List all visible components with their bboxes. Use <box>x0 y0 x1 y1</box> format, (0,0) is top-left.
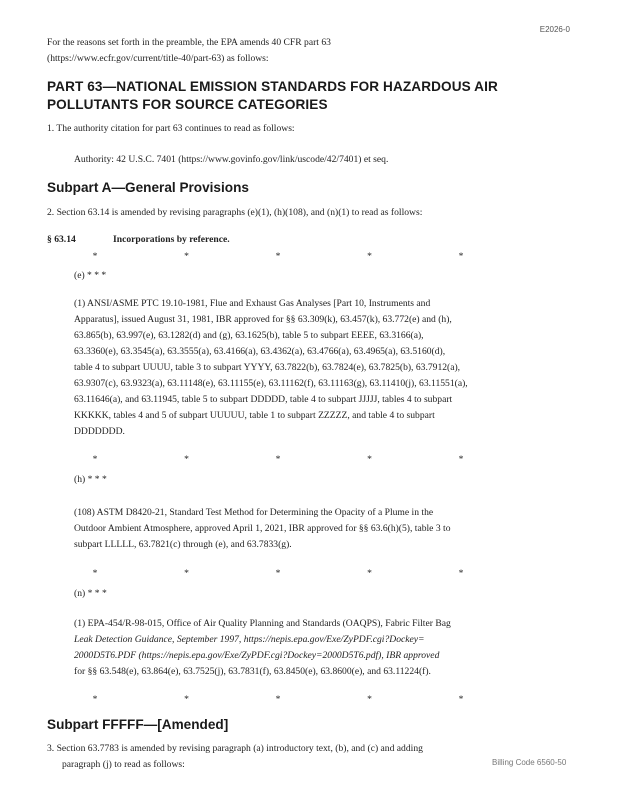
paragraph-e-label: (e) * * * <box>74 270 107 281</box>
star: * <box>92 454 98 465</box>
star: * <box>367 568 372 579</box>
star: * <box>275 568 281 579</box>
paragraph-n-line: 2000D5T6.PDF (https://nepis.epa.gov/Exe/ZyPDF.cgi?Dockey=2000D5T6.pdf), IBR approved <box>74 650 440 661</box>
paragraph-e-line: (1) ANSI/ASME PTC 19.10-1981, Flue and Exhaust Gas Analyses [Part 10, Instruments and <box>74 298 431 309</box>
section-number: § 63.14 <box>47 234 76 245</box>
amendment-3-line-2: paragraph (j) to read as follows: <box>62 759 185 770</box>
paragraph-n-line: Leak Detection Guidance, September 1997, https://nepis.epa.gov/Exe/ZyPDF.cgi?Dockey= <box>74 634 425 645</box>
star: * <box>184 694 189 705</box>
star: * <box>92 568 98 579</box>
paragraph-e-line: table 4 to subpart UUUU, table 3 to subpart YYYY, 63.7822(b), 63.7824(e), 63.7825(b), 63.7912(a), <box>74 362 461 373</box>
amendment-1-instruction: 1. The authority citation for part 63 continues to read as follows: <box>47 123 295 134</box>
star: * <box>184 251 189 262</box>
star: * <box>275 251 281 262</box>
document-control-number: E2026-0 <box>539 25 570 34</box>
star: * <box>458 454 464 465</box>
subpart-fffff-heading: Subpart FFFFF—[Amended] <box>47 717 229 732</box>
paragraph-e-line: 63.9307(c), 63.9323(a), 63.11148(e), 63.11155(e), 63.11162(f), 63.11163(g), 63.11410(j), 63.11551(a), <box>74 378 468 389</box>
section-title: Incorporations by reference. <box>113 234 230 245</box>
paragraph-h-line: subpart LLLLL, 63.7821(c) through (e), and 63.7833(g). <box>74 539 292 550</box>
omission-stars-3 <box>88 566 468 582</box>
star: * <box>184 454 189 465</box>
omission-stars-1 <box>88 249 468 265</box>
paragraph-e-line: 63.865(b), 63.997(e), 63.1282(d) and (g), 63.1625(b), table 5 to subpart EEEE, 63.3166(a), <box>74 330 424 341</box>
star: * <box>275 454 281 465</box>
paragraph-n-line: for §§ 63.548(e), 63.864(e), 63.7525(j), 63.7831(f), 63.8450(e), 63.8600(e), and 63.11224(f). <box>74 666 431 677</box>
star: * <box>367 694 372 705</box>
star: * <box>367 454 372 465</box>
subpart-a-heading: Subpart A—General Provisions <box>47 180 249 195</box>
star: * <box>275 694 281 705</box>
paragraph-n-line: (1) EPA-454/R-98-015, Office of Air Quality Planning and Standards (OAQPS), Fabric Filter Bag <box>74 618 451 629</box>
omission-stars-2 <box>88 452 468 468</box>
omission-stars-4 <box>88 692 468 708</box>
authority-citation: Authority: 42 U.S.C. 7401 (https://www.govinfo.gov/link/uscode/42/7401) et seq. <box>74 154 389 165</box>
amendment-2-instruction: 2. Section 63.14 is amended by revising paragraphs (e)(1), (h)(108), and (n)(1) to read as follows: <box>47 207 423 218</box>
paragraph-e-line: 63.11646(a), and 63.11945, table 5 to subpart DDDDD, table 4 to subpart JJJJJ, tables 4 to subpart <box>74 394 453 405</box>
paragraph-n-label: (n) * * * <box>74 588 107 599</box>
star: * <box>367 251 372 262</box>
paragraph-e-line: KKKKK, tables 4 and 5 of subpart UUUUU, table 1 to subpart ZZZZZ, and table 4 to subpart <box>74 410 435 421</box>
star: * <box>92 694 98 705</box>
intro-line-1: For the reasons set forth in the preamble, the EPA amends 40 CFR part 63 <box>47 37 331 48</box>
paragraph-h-line: Outdoor Ambient Atmosphere, approved April 1, 2021, IBR approved for §§ 63.6(h)(5), table 3 to <box>74 523 451 534</box>
paragraph-e-line: 63.3360(e), 63.3545(a), 63.3555(a), 63.4166(a), 63.4362(a), 63.4766(a), 63.4965(a), 63.5160(d), <box>74 346 446 357</box>
paragraph-e-line: Apparatus], issued August 31, 1981, IBR approved for §§ 63.309(k), 63.457(k), 63.772(e) and (h), <box>74 314 452 325</box>
billing-code: Billing Code 6560-50 <box>492 758 567 767</box>
star: * <box>458 251 464 262</box>
part-title-line-1: PART 63—NATIONAL EMISSION STANDARDS FOR HAZARDOUS AIR <box>47 79 498 94</box>
intro-line-2: (https://www.ecfr.gov/current/title-40/part-63) as follows: <box>47 53 269 64</box>
star: * <box>458 568 464 579</box>
star: * <box>184 568 189 579</box>
star: * <box>92 251 98 262</box>
part-title-line-2: POLLUTANTS FOR SOURCE CATEGORIES <box>47 97 328 112</box>
paragraph-h-label: (h) * * * <box>74 474 107 485</box>
star: * <box>458 694 464 705</box>
paragraph-e-line: DDDDDDD. <box>74 426 125 437</box>
paragraph-h-line: (108) ASTM D8420-21, Standard Test Method for Determining the Opacity of a Plume in the <box>74 507 434 518</box>
amendment-3-line-1: 3. Section 63.7783 is amended by revising paragraph (a) introductory text, (b), and (c) and adding <box>47 743 423 754</box>
